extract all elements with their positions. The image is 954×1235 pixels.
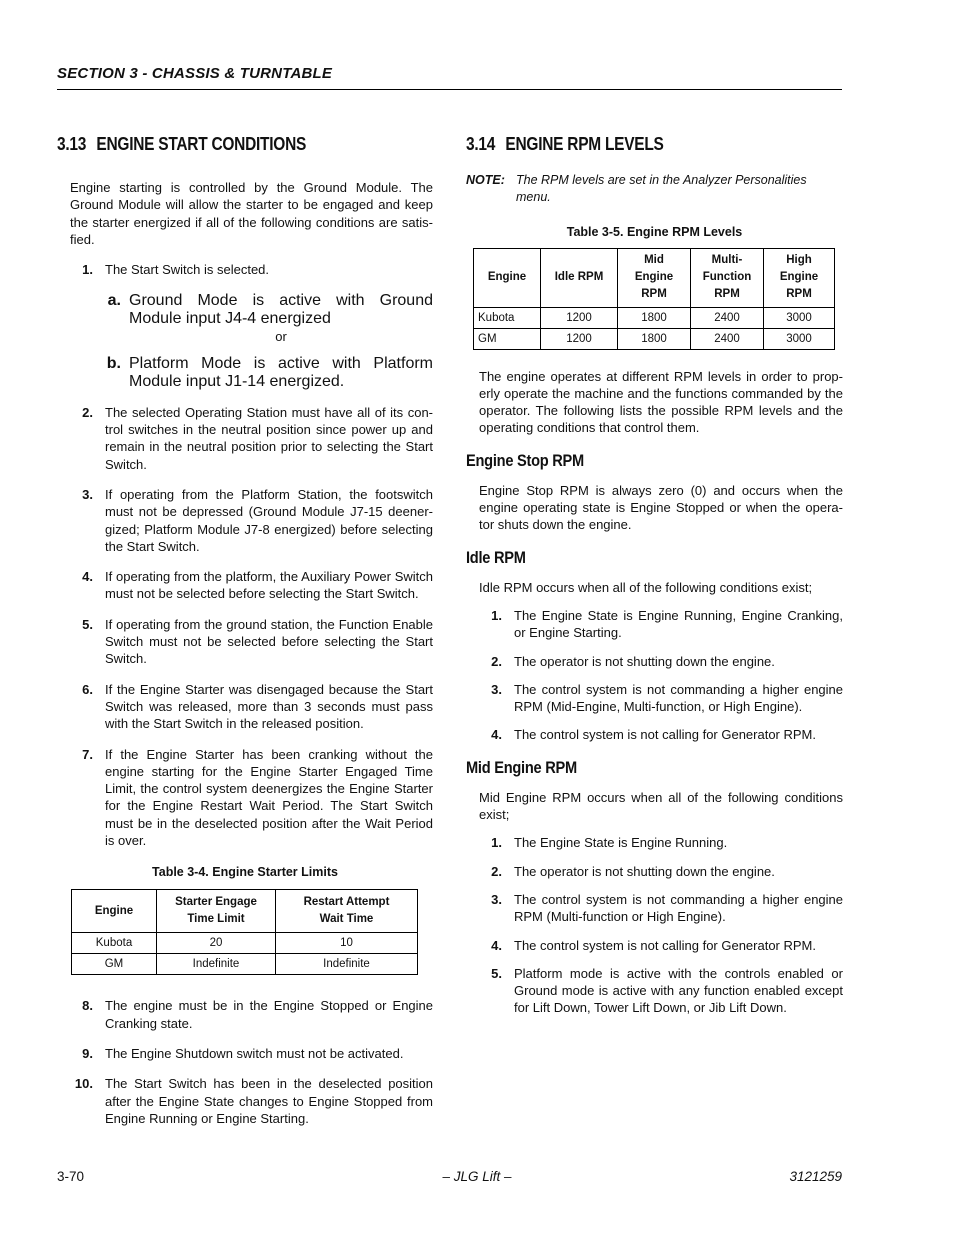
- cell-limit: Indefinite: [157, 954, 276, 975]
- list-item: 4. If operating from the platform, the Auxiliary Power Switch must not be selected before selecting the Start Switch.: [82, 569, 433, 602]
- section-header: SECTION 3 - CHASSIS & TURNTABLE: [57, 65, 842, 90]
- list-item: 2. The selected Operating Station must have all of its con-trol switches in the neutral position since power up and remain in the neutral position prior to selecting the Start Switch.: [82, 404, 433, 472]
- list-item: 1. The Engine State is Engine Running, Engine Cranking, or Engine Starting.: [491, 607, 843, 641]
- footer-brand: – JLG Lift –: [442, 1169, 512, 1184]
- table-header-row: [72, 890, 418, 933]
- list-item: 1. The Start Switch is selected.: [82, 262, 270, 278]
- list-item: 7. If the Engine Starter has been cranking without the engine starting for the Engine Starter Engaged Time Limit, the control system deenergizes the Engine Starter for the Engine Restart Wait Period. The Start Switch must be in the deselected position after the Wait Period is over.: [82, 746, 433, 849]
- start-conditions-list-final: [57, 997, 433, 1127]
- idle-paragraph: Idle RPM occurs when all of the following conditions exist;: [479, 579, 813, 595]
- list-item: 2. The operator is not shutting down the engine.: [491, 863, 775, 879]
- col-header-restart-attempt: Restart Attempt Wait Time: [276, 890, 418, 933]
- list-item: 9. The Engine Shutdown switch must not be activated.: [82, 1045, 404, 1061]
- list-item: 6. If the Engine Starter was disengaged because the Start Switch was released, more than 3 seconds must pass with the Start Switch in the released position.: [82, 681, 433, 732]
- cell-engine: Kubota: [474, 307, 541, 328]
- note-label: NOTE:: [466, 173, 505, 187]
- table-row: [72, 933, 418, 954]
- col-header-multi: Multi- Function RPM: [691, 248, 764, 307]
- section-3-13-title: 3.13 ENGINE START CONDITIONS: [57, 134, 307, 154]
- sub-item-a: a. Ground Mode is active with Ground Module input J4-4 energized: [107, 292, 433, 328]
- list-item: 10. The Start Switch has been in the deselected position after the Engine State changes to Engine Stopped from Engine Running or Engine Starting.: [74, 1076, 433, 1126]
- cell-wait: Indefinite: [276, 954, 418, 975]
- list-item: 4. The control system is not calling for Generator RPM.: [491, 937, 817, 953]
- note: [466, 172, 843, 207]
- col-header-starter-engage: Starter Engage Time Limit: [157, 890, 276, 933]
- engine-rpm-levels-table: [473, 248, 835, 350]
- idle-rpm-heading: Idle RPM: [466, 547, 526, 567]
- cell-limit: 20: [157, 933, 276, 954]
- start-conditions-list-continued: [57, 404, 433, 850]
- engine-starter-limits-table: [71, 889, 418, 975]
- table-row: [474, 307, 835, 328]
- list-item: 4. The control system is not calling for Generator RPM.: [491, 727, 817, 743]
- list-item: 2. The operator is not shutting down the engine.: [491, 653, 775, 669]
- section-3-14-title: 3.14 ENGINE RPM LEVELS: [466, 134, 664, 154]
- document-number: 3121259: [789, 1169, 842, 1184]
- cell-multi: 2400: [691, 307, 764, 328]
- cell-engine: GM: [72, 954, 157, 975]
- col-header-engine: Engine: [474, 248, 541, 307]
- or-text: or: [275, 329, 287, 345]
- col-header-idle: Idle RPM: [541, 248, 618, 307]
- table-header-row: [474, 248, 835, 307]
- cell-engine: Kubota: [72, 933, 157, 954]
- cell-high: 3000: [764, 307, 835, 328]
- col-header-mid: Mid Engine RPM: [618, 248, 691, 307]
- list-item: 5. Platform mode is active with the controls enabled or Ground mode is active with any function enabled except for Lift Down, Tower Lift Down, or Jib Lift Down.: [491, 965, 843, 1016]
- table-row: [72, 954, 418, 975]
- mid-engine-rpm-heading: Mid Engine RPM: [466, 757, 577, 777]
- left-column: [57, 134, 433, 1127]
- mid-paragraph: Mid Engine RPM occurs when all of the following conditions exist;: [479, 789, 843, 823]
- cell-mid: 1800: [618, 307, 691, 328]
- engine-stop-rpm-heading: Engine Stop RPM: [466, 450, 584, 470]
- page-number: 3-70: [57, 1169, 85, 1184]
- cell-engine: GM: [474, 328, 541, 349]
- col-header-high: High Engine RPM: [764, 248, 835, 307]
- rpm-intro-paragraph: The engine operates at different RPM levels in order to prop-erly operate the machine and the functions commanded by the operator. The following lists the possible RPM levels and the operating conditions that control them.: [479, 368, 843, 436]
- list-item: 8. The engine must be in the Engine Stopped or Engine Cranking state.: [82, 998, 433, 1031]
- table-3-4-caption: Table 3-4. Engine Starter Limits: [152, 865, 338, 880]
- idle-conditions-list: [466, 607, 843, 744]
- note-text: The RPM levels are set in the Analyzer Personalities menu.: [516, 173, 807, 205]
- cell-wait: 10: [276, 933, 418, 954]
- list-item: 3. The control system is not commanding a higher engine RPM (Multi-function or High Engine).: [491, 891, 843, 925]
- cell-idle: 1200: [541, 328, 618, 349]
- list-item: 5. If operating from the ground station, the Function Enable Switch must not be selected before selecting the Start Switch.: [82, 616, 433, 667]
- cell-high: 3000: [764, 328, 835, 349]
- list-item: 1. The Engine State is Engine Running.: [491, 835, 728, 851]
- list-item: 3. If operating from the Platform Station, the footswitch must not be depressed (Ground Module J7-15 deener-gized; Platform Module J7-8 energized) before selecting the Start Switch.: [82, 486, 433, 554]
- cell-multi: 2400: [691, 328, 764, 349]
- engine-stop-paragraph: Engine Stop RPM is always zero (0) and occurs when the engine operating state is Engine Stopped or when the opera-tor shuts down the engine.: [479, 482, 843, 533]
- intro-paragraph: Engine starting is controlled by the Ground Module. The Ground Module will allow the starter to be engaged and keep the starter energized if all of the following conditions are satis-fied.: [70, 180, 433, 247]
- start-conditions-list: [57, 261, 433, 278]
- list-item: 3. The control system is not commanding a higher engine RPM (Mid-Engine, Multi-function, or High Engine).: [491, 681, 843, 715]
- sub-item-b: b. Platform Mode is active with Platform Module input J1-14 energized.: [106, 354, 433, 390]
- cell-mid: 1800: [618, 328, 691, 349]
- table-3-5-caption: Table 3-5. Engine RPM Levels: [566, 224, 743, 239]
- right-column: [466, 134, 843, 1017]
- table-row: [474, 328, 835, 349]
- cell-idle: 1200: [541, 307, 618, 328]
- mid-conditions-list: [466, 834, 843, 1016]
- col-header-engine: Engine: [72, 890, 157, 933]
